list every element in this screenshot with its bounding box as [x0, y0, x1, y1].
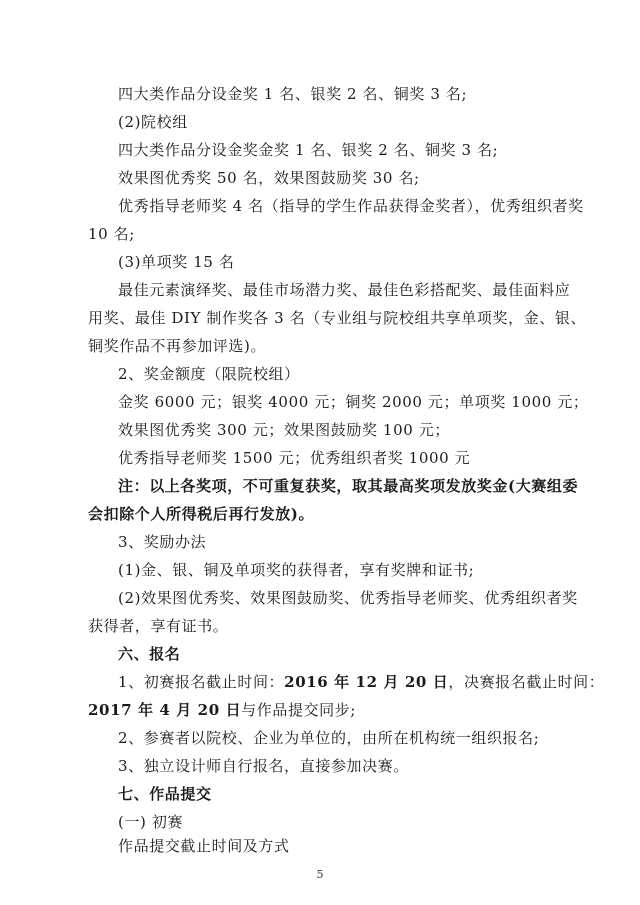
- single-award-line-3: 铜奖作品不再参加评选)。: [88, 337, 267, 355]
- prize-amount-line-1: 金奖 6000 元；银奖 4000 元；铜奖 2000 元；单项奖 1000 元；: [118, 393, 589, 411]
- note-line-1: 注：以上各奖项，不可重复获奖，取其最高奖项发放奖金(大赛组委: [118, 477, 579, 495]
- registration-line-1: [118, 672, 605, 692]
- section-prize-amount: 2、奖金额度（限院校组）: [118, 365, 300, 383]
- registration-prelim-label: 1、初赛报名截止时间：: [118, 673, 285, 691]
- award-line-pro-categories: 四大类作品分设金奖 1 名、银奖 2 名、铜奖 3 名;: [118, 85, 468, 103]
- award-line-teacher: 优秀指导老师奖 4 名（指导的学生作品获得金奖者），优秀组织者奖: [118, 197, 584, 215]
- award-method-line-2: (2)效果图优秀奖、效果图鼓励奖、优秀指导老师奖、优秀组织者奖: [118, 589, 578, 607]
- registration-final-note: 与作品提交同步;: [241, 701, 357, 719]
- prize-amount-line-2: 效果图优秀奖 300 元；效果图鼓励奖 100 元；: [118, 421, 450, 439]
- section-single-award: (3)单项奖 15 名: [118, 253, 235, 271]
- page-number: 5: [316, 868, 324, 881]
- section-registration-heading: 六、报名: [118, 645, 181, 663]
- submission-deadline-line: 作品提交截止时间及方式: [118, 837, 290, 855]
- prize-amount-line-3: 优秀指导老师奖 1500 元；优秀组织者奖 1000 元: [118, 449, 471, 467]
- award-line-rendering: 效果图优秀奖 50 名，效果图鼓励奖 30 名;: [118, 169, 420, 187]
- registration-prelim-date: 2016 年 12 月 20 日: [284, 673, 449, 691]
- section-preliminary: (一) 初赛: [118, 813, 184, 831]
- registration-final-label: ，决赛报名截止时间：: [448, 673, 605, 691]
- single-award-line-1: 最佳元素演绎奖、最佳市场潜力奖、最佳色彩搭配奖、最佳面料应: [118, 281, 571, 299]
- note-line-2: 会扣除个人所得税后再行发放)。: [88, 505, 315, 523]
- award-method-line-3: 获得者，享有证书。: [88, 617, 229, 635]
- award-line-college-categories: 四大类作品分设金奖金奖 1 名、银奖 2 名、铜奖 3 名;: [118, 141, 499, 159]
- registration-final-date: 2017 年 4 月 20 日: [88, 701, 242, 719]
- registration-line-4: 3、独立设计师自行报名，直接参加决赛。: [118, 757, 409, 775]
- award-line-teacher-cont: 10 名;: [88, 225, 135, 243]
- section-submission-heading: 七、作品提交: [118, 785, 212, 803]
- single-award-line-2: 用奖、最佳 DIY 制作奖各 3 名（专业组与院校组共享单项奖，金、银、: [88, 309, 587, 327]
- registration-line-2: [88, 700, 538, 720]
- section-college-group: (2)院校组: [118, 113, 188, 131]
- award-method-line-1: (1)金、银、铜及单项奖的获得者，享有奖牌和证书;: [118, 561, 475, 579]
- registration-line-3: 2、参赛者以院校、企业为单位的，由所在机构统一组织报名;: [118, 729, 540, 747]
- section-award-method: 3、奖励办法: [118, 533, 207, 551]
